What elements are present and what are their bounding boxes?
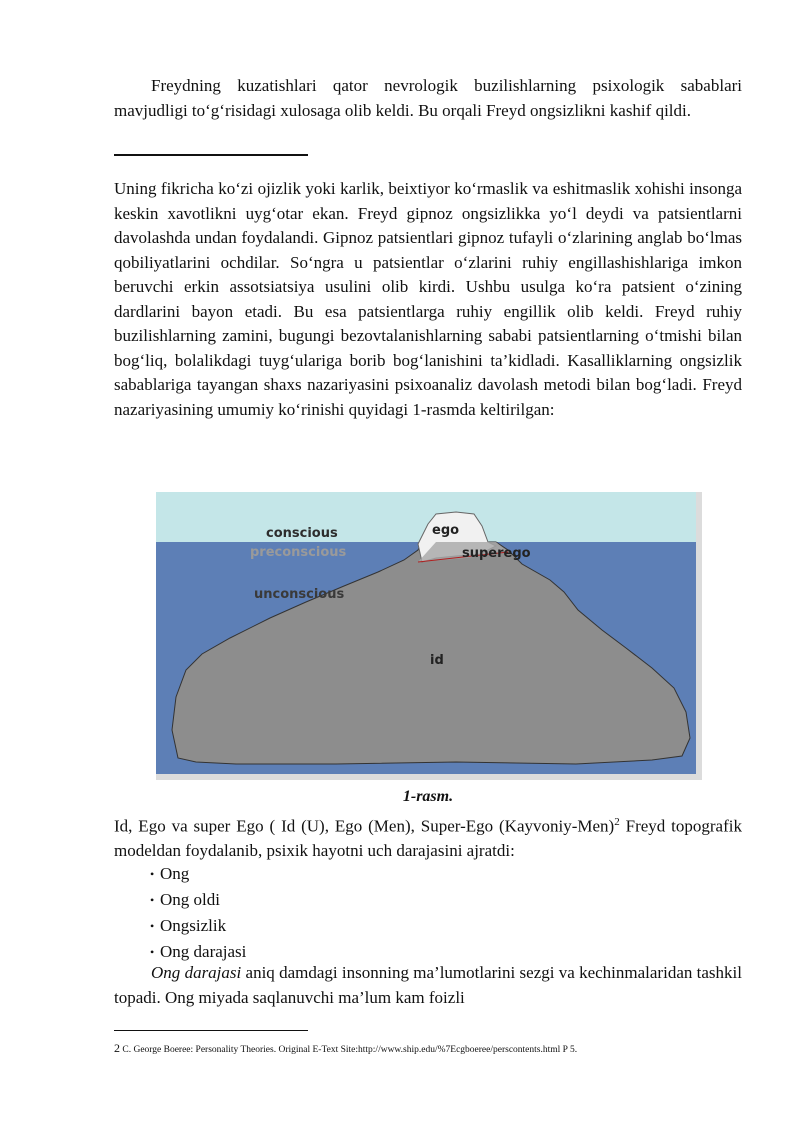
iceberg-figure [156, 492, 702, 780]
label-preconscious: preconscious [250, 545, 347, 560]
list-item [150, 887, 246, 913]
label-unconscious: unconscious [254, 587, 345, 602]
consciousness-levels-list [150, 861, 246, 965]
paragraph-freud-theory: Uning fikricha ko‘zi ojizlik yoki karlik, beixtiyor ko‘rmaslik va eshitmaslik xohishi insonga keskin xavotlikni uyg‘otar ekan. Freyd gipnoz ongsizlikka yo‘l deydi va patsientlarni davolashda undan foydalandi. Gipnoz patsientlari gipnoz tufayli o‘zlarining anglab bo‘lmas qobiliyatlarini ochdilar. So‘ngra u patsientlar o‘zlarini ruhiy engillashishlariga imkon beruvchi erkin assotsiatsiya usulini olib kirdi. Ushbu usulga ko‘ra patsient o‘zining dardlarini bayon etadi. Bu esa patsientlarga ruhiy engillik olib keldi. Freyd ruhiy buzilishlarning zamini, bugungi bezovtalanishlarning sababi patsientlarning o‘tmishi bilan bog‘liq, bolalikdagi tuyg‘ulariga borib bog‘lanishini ta’kidladi. Kasalliklarning ongsizlik sabablariga tayangan shaxs nazariyasini psixoanaliz davolash metodi bilan bog‘ladi. Freyd nazariyasining umumiy ko‘rinishi quyidagi 1-rasmda keltirilgan: [114, 179, 742, 419]
term-ong-darajasi: Ong darajasi [151, 963, 242, 982]
list-item [150, 913, 246, 939]
bullet-icon: • [150, 919, 155, 933]
footnote-ref[interactable]: 2 [614, 816, 620, 828]
footnote-text: C. George Boeree: Personality Theories. Original E-Text Site:http://www.ship.edu/%7Ecgboeree/perscontents.html P 5. [120, 1045, 578, 1055]
footnote [114, 1041, 577, 1056]
list-item-label: Ong oldi [160, 890, 220, 909]
paragraph-ong-darajasi-text: aniq damdagi insonning ma’lumotlarini sezgi va kechinmalaridan tashkil topadi. Ong miyada saqlanuvchi ma’lum kam foizli [114, 963, 742, 1007]
list-item-label: Ongsizlik [160, 916, 227, 935]
footnote-divider [114, 1030, 308, 1031]
list-item [150, 861, 246, 887]
paragraph-topographic-model [114, 810, 742, 864]
section-divider [114, 154, 308, 156]
bullet-icon: • [150, 945, 155, 959]
label-conscious: conscious [266, 526, 338, 541]
paragraph-freud-observations: Freydning kuzatishlari qator nevrologik buzilishlarning psixologik sabablari mavjudligi to‘g‘risidagi xulosaga olib keldi. Bu orqali Freyd ongsizlikni kashif qildi. [114, 76, 742, 120]
label-ego: ego [432, 523, 460, 538]
paragraph-topographic-text-after: Freyd topografik modeldan foydalanib, psixik hayotni uch darajasini ajratdi: [114, 816, 742, 861]
label-superego: superego [462, 546, 531, 561]
bullet-icon: • [150, 867, 155, 881]
paragraph-ong-darajasi [114, 961, 742, 1010]
paragraph-topographic-text: Id, Ego va super Ego ( Id (U), Ego (Men), Super-Ego (Kayvoniy-Men) [114, 816, 615, 836]
figure-caption: 1-rasm. [402, 788, 454, 805]
bullet-icon: • [150, 893, 155, 907]
footnote-number: 2 [114, 1041, 120, 1055]
list-item-label: Ong [160, 864, 190, 883]
label-id: id [430, 653, 444, 668]
iceberg-diagram [156, 492, 702, 780]
list-item-label: Ong darajasi [160, 942, 247, 961]
